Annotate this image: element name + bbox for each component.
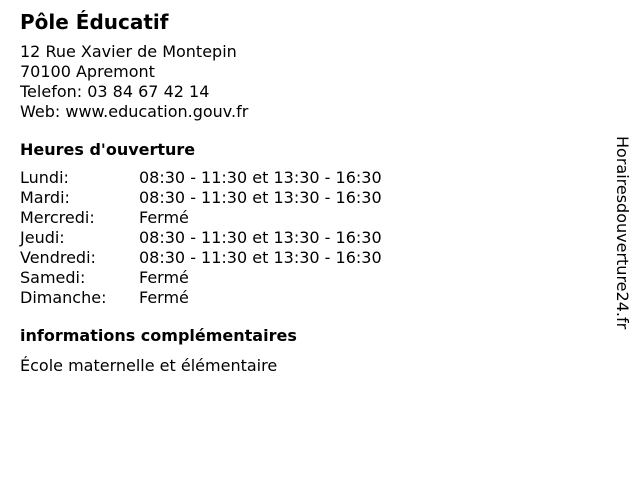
day-hours: 08:30 - 11:30 et 13:30 - 16:30	[139, 248, 382, 267]
hours-row-friday	[20, 248, 580, 268]
day-hours: 08:30 - 11:30 et 13:30 - 16:30	[139, 168, 382, 187]
hours-row-tuesday	[20, 188, 580, 208]
phone-number: Telefon: 03 84 67 42 14	[20, 82, 210, 101]
day-label: Vendredi:	[20, 248, 96, 267]
day-label: Mardi:	[20, 188, 70, 207]
street-address: 12 Rue Xavier de Montepin	[20, 42, 237, 61]
day-label: Dimanche:	[20, 288, 107, 307]
day-hours: Fermé	[139, 208, 189, 227]
opening-hours-heading: Heures d'ouverture	[20, 140, 196, 159]
hours-row-thursday	[20, 228, 580, 248]
day-label: Mercredi:	[20, 208, 95, 227]
day-hours: Fermé	[139, 288, 189, 307]
website-link[interactable]: Web: www.education.gouv.fr	[20, 102, 249, 121]
school-info-card	[20, 8, 580, 376]
additional-info-text: École maternelle et élémentaire	[20, 356, 278, 375]
hours-row-saturday	[20, 268, 580, 288]
page-title: Pôle Éducatif	[20, 10, 169, 34]
hours-row-sunday	[20, 288, 580, 308]
day-hours: 08:30 - 11:30 et 13:30 - 16:30	[139, 188, 382, 207]
day-label: Samedi:	[20, 268, 86, 287]
hours-row-wednesday	[20, 208, 580, 228]
day-hours: 08:30 - 11:30 et 13:30 - 16:30	[139, 228, 382, 247]
additional-info-heading: informations complémentaires	[20, 326, 297, 345]
address-block	[20, 42, 580, 122]
city-postcode: 70100 Apremont	[20, 62, 155, 81]
hours-row-monday	[20, 168, 580, 188]
opening-hours-table	[20, 168, 580, 308]
day-label: Jeudi:	[20, 228, 65, 247]
site-watermark: Horairesdouverture24.fr	[613, 136, 632, 330]
day-label: Lundi:	[20, 168, 69, 187]
day-hours: Fermé	[139, 268, 189, 287]
